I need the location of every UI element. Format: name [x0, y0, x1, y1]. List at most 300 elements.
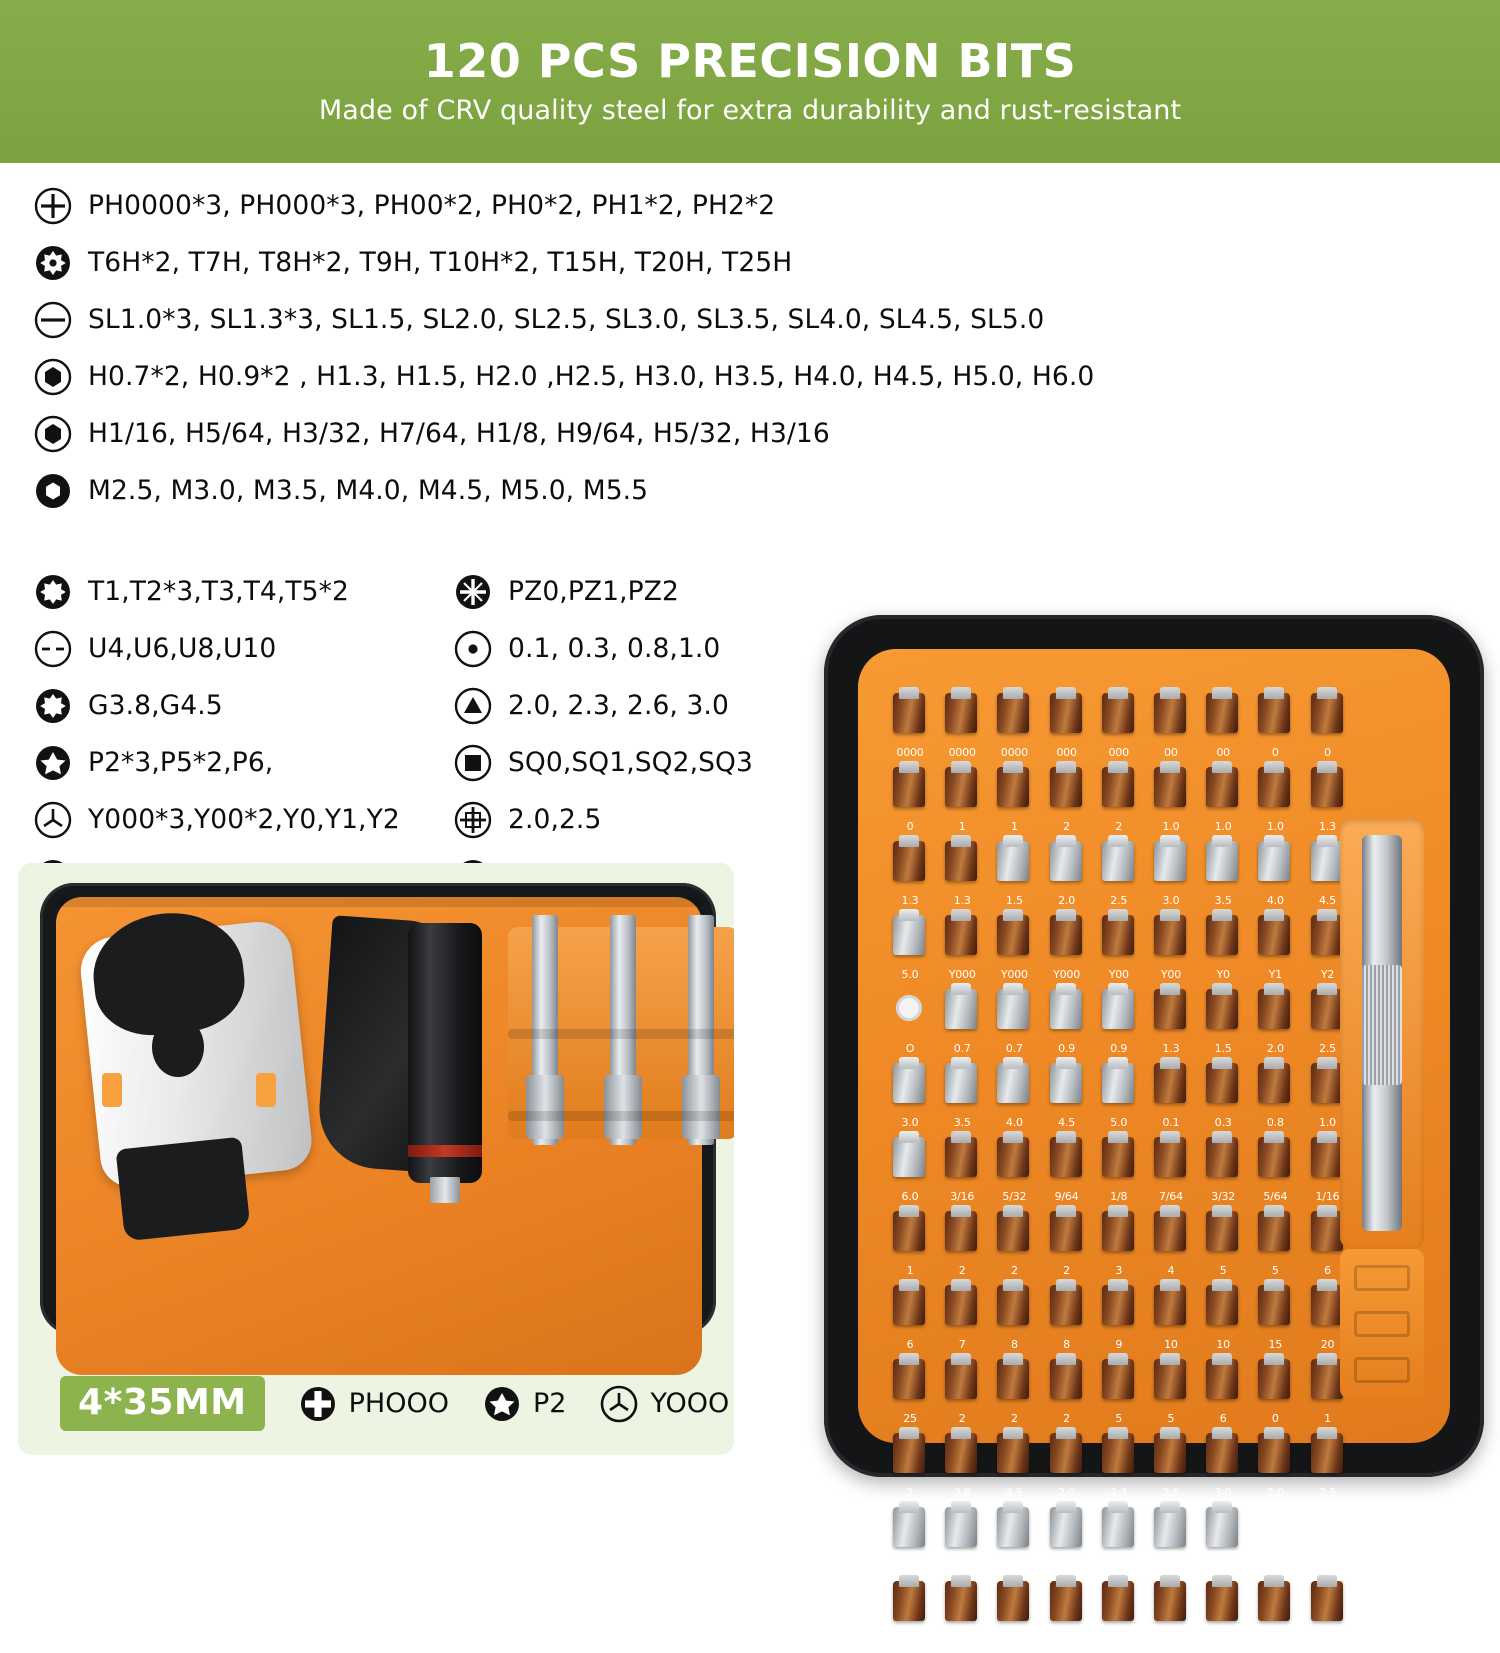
bit-head [1154, 1137, 1186, 1177]
bit-label: 2 [906, 1486, 914, 1499]
bit-head [1154, 1211, 1186, 1251]
bit-cell[interactable] [1197, 987, 1249, 1061]
bit-head [1050, 1063, 1082, 1103]
bit-head [1102, 1433, 1134, 1473]
bit-head [1102, 1211, 1134, 1251]
bit-label: 5 [1219, 1264, 1227, 1277]
bit-label: 0.8 [1266, 1116, 1284, 1129]
bit-label: 25 [903, 1412, 917, 1425]
bit-cell[interactable] [1093, 691, 1145, 765]
bit-cell[interactable] [988, 1209, 1040, 1283]
bit-head [893, 915, 925, 955]
bit-label: 2 [1010, 1412, 1018, 1425]
bit-head [1311, 1063, 1343, 1103]
bit-cell[interactable] [936, 1579, 988, 1653]
page-title: 120 PCS PRECISION BITS [423, 33, 1077, 88]
bit-label: 1 [958, 820, 966, 833]
bit-cell[interactable] [936, 1505, 988, 1579]
bit-head [945, 767, 977, 807]
bit-cell[interactable] [936, 765, 988, 839]
bit-head [1154, 1507, 1186, 1547]
bit-head [997, 693, 1029, 733]
bit-hex [604, 1075, 642, 1139]
bit-cell[interactable] [988, 1283, 1040, 1357]
bit-head [1102, 1507, 1134, 1547]
badge-phillips [299, 1385, 449, 1423]
bit-cell[interactable] [988, 913, 1040, 987]
bit-label: 5.0 [1110, 1116, 1128, 1129]
bit-label: 2 [1115, 820, 1123, 833]
bit-head [1154, 841, 1186, 881]
bit-cell[interactable] [1249, 1431, 1301, 1505]
bit-head [997, 841, 1029, 881]
bit-head [945, 1063, 977, 1103]
bit-label: 2.5 [1110, 894, 1128, 907]
bit-head [893, 1063, 925, 1103]
accessory-slots [1340, 1249, 1424, 1399]
bit-head [945, 915, 977, 955]
bit-label: 9/64 [1054, 1190, 1079, 1203]
bit-label: 2 [1010, 1634, 1018, 1647]
bit-label: 0.9 [1110, 1042, 1128, 1055]
bit-head [1258, 989, 1290, 1029]
bit-head [997, 1359, 1029, 1399]
bit-cell[interactable] [1041, 913, 1093, 987]
bit-cell[interactable] [1093, 1579, 1145, 1653]
bit-label: 2.5 [901, 1560, 919, 1573]
bit-label: 3.0 [1214, 1486, 1232, 1499]
bit-cell[interactable] [1249, 765, 1301, 839]
spec-list [34, 177, 1095, 519]
bit-head [1154, 1581, 1186, 1621]
bit-label: 2 [1063, 1412, 1070, 1425]
bit-cell[interactable] [1249, 987, 1301, 1061]
bit-cell[interactable] [884, 839, 936, 913]
bit-head [1102, 1359, 1134, 1399]
bit-label: 9 [1115, 1338, 1123, 1351]
bit-cell[interactable] [1302, 1579, 1354, 1653]
bit-label: 6 [906, 1338, 914, 1351]
bit-head [1154, 915, 1186, 955]
bit-label: 5 [1271, 1264, 1279, 1277]
bit-cell[interactable] [1041, 1209, 1093, 1283]
bit-head [1154, 1063, 1186, 1103]
extension-bar [1362, 835, 1402, 1231]
spec-row-hex-metric [34, 348, 1095, 405]
bit-head [997, 1433, 1029, 1473]
bit-cell[interactable] [884, 987, 936, 1061]
bit-label: 1.3 [953, 894, 971, 907]
bit-cell[interactable] [1197, 1135, 1249, 1209]
bit-head [1102, 693, 1134, 733]
bit-cell[interactable] [988, 987, 1040, 1061]
bit-head [1050, 1137, 1082, 1177]
dot-icon [454, 630, 492, 668]
bit-label: 2.0 [1058, 1486, 1076, 1499]
bit-label: 2.5 [1319, 1486, 1336, 1499]
bit-label: 1.3 [1319, 820, 1336, 833]
bit-label: 2.0 [1058, 894, 1076, 907]
spec-text: 2.0, 2.3, 2.6, 3.0 [508, 690, 729, 721]
bit-label: 15 [1268, 1338, 1283, 1351]
bit-head [1102, 1063, 1134, 1103]
badge-row [60, 1376, 729, 1431]
bit-cell[interactable] [1197, 1505, 1249, 1579]
bit-head [1050, 915, 1082, 955]
bit-cell[interactable] [1145, 1283, 1197, 1357]
bit-cell[interactable] [884, 1505, 936, 1579]
spec-item-torx [34, 573, 454, 611]
case-tray [56, 897, 702, 1375]
bit-label: 4.5 [1319, 894, 1336, 907]
bit-cell[interactable] [1302, 1431, 1354, 1505]
bit-label: 0 [1324, 746, 1331, 759]
bit-label: 7 [958, 1338, 966, 1351]
bit-cell[interactable] [884, 1579, 936, 1653]
bit-cell[interactable] [1041, 1061, 1093, 1135]
bit-label: Y000 [1053, 968, 1081, 981]
bit-label: 2 [958, 1412, 966, 1425]
bit-cell[interactable] [988, 1357, 1040, 1431]
bit-cell[interactable] [884, 913, 936, 987]
spec-text: PZ0,PZ1,PZ2 [508, 576, 679, 607]
bit-label: 5/64 [1263, 1190, 1288, 1203]
bit-cell[interactable] [1041, 1283, 1093, 1357]
bit-label: U6 [1163, 1634, 1179, 1647]
bit-label: 1.0 [1266, 820, 1284, 833]
bit-label: U4 [1111, 1634, 1127, 1647]
bit-head [893, 693, 925, 733]
tri-wing-icon [34, 801, 72, 839]
bit-head [945, 1581, 977, 1621]
bit-cell[interactable] [884, 1357, 936, 1431]
bit-cell[interactable] [1197, 765, 1249, 839]
bit-cell[interactable] [884, 691, 936, 765]
bit-cell[interactable] [988, 1505, 1040, 1579]
bit-head [945, 989, 977, 1029]
bit-cell[interactable] [1093, 839, 1145, 913]
bit-head [1154, 1359, 1186, 1399]
bit-cell[interactable] [1145, 1505, 1197, 1579]
bit-cell[interactable] [1041, 1357, 1093, 1431]
bit-cell[interactable] [1302, 691, 1354, 765]
badge-label: P2 [532, 1388, 567, 1419]
bit-cell[interactable] [1145, 691, 1197, 765]
tri-wing-icon [600, 1385, 638, 1423]
bit-cell[interactable] [1041, 839, 1093, 913]
bit-head [945, 693, 977, 733]
bit-head [1258, 1211, 1290, 1251]
bit-cell[interactable] [1093, 913, 1145, 987]
bit-cell[interactable] [988, 1061, 1040, 1135]
bit-cell[interactable] [1249, 913, 1301, 987]
bit-cell[interactable] [1093, 1135, 1145, 1209]
bit-cell[interactable] [936, 987, 988, 1061]
spec-row-phillips [34, 177, 834, 234]
bit-label: 2 [958, 1264, 966, 1277]
bit-head [893, 841, 925, 881]
bit-label: 4.0 [1266, 894, 1284, 907]
bit-label: 2 [1063, 820, 1070, 833]
bit-label: 00 [1164, 746, 1178, 759]
spec-text: T6H*2, T7H, T8H*2, T9H, T10H*2, T15H, T20H, T25H [88, 247, 793, 278]
bit-head [945, 841, 977, 881]
gamma-star-icon [34, 687, 72, 725]
bit-label: 1/16 [1315, 1190, 1340, 1203]
bit-label: 0 [1271, 746, 1279, 759]
bit-cell[interactable] [1249, 1283, 1301, 1357]
bit-label: 0 [906, 820, 914, 833]
bit-cell[interactable] [1145, 1135, 1197, 1209]
bit-cell[interactable] [1249, 839, 1301, 913]
spec-row-torx-security [34, 234, 834, 291]
bit-cell[interactable] [1093, 1357, 1145, 1431]
bit-cell[interactable] [1197, 839, 1249, 913]
spec-text: 0.1, 0.3, 0.8,1.0 [508, 633, 721, 664]
bit-head [997, 915, 1029, 955]
driver-band [408, 1145, 482, 1157]
bit-cell[interactable] [1041, 1505, 1093, 1579]
bit-cell[interactable] [988, 1579, 1040, 1653]
bit-cell[interactable] [936, 1061, 988, 1135]
bit-label: 0.7 [953, 1042, 971, 1055]
bit-label: 1 [1324, 1412, 1331, 1425]
bit-label: Y000 [948, 968, 976, 981]
bit-label: Y1 [1268, 968, 1282, 981]
bit-label: O [905, 1042, 915, 1055]
bit-cell[interactable] [1197, 1209, 1249, 1283]
bit-label: 5/32 [1002, 1190, 1027, 1203]
bit-head [1206, 1581, 1238, 1621]
bit-label: 2 [1063, 1264, 1070, 1277]
spec-text: SQ0,SQ1,SQ2,SQ3 [508, 747, 753, 778]
bit-cell[interactable] [1197, 691, 1249, 765]
bit-head [1311, 1433, 1343, 1473]
bit-cell[interactable] [1041, 987, 1093, 1061]
bit-cell[interactable] [988, 839, 1040, 913]
bit-cell[interactable] [1093, 1209, 1145, 1283]
bit-cell[interactable] [1249, 691, 1301, 765]
bit-cell[interactable] [1093, 1505, 1145, 1579]
bit-cell[interactable] [988, 691, 1040, 765]
spec-text: 2.0,2.5 [508, 804, 602, 835]
bit-label: 3.0 [901, 1116, 919, 1129]
socket-icon [34, 472, 72, 510]
bit-head [1311, 989, 1343, 1029]
bit-cell[interactable] [936, 1135, 988, 1209]
bit-label: 0.3 [1214, 1116, 1232, 1129]
bit-head [1206, 767, 1238, 807]
bit-cell[interactable] [1041, 1579, 1093, 1653]
bit-head [1258, 1063, 1290, 1103]
bit-cell[interactable] [1145, 1209, 1197, 1283]
bit-cell[interactable] [1093, 987, 1145, 1061]
bit-label: 4.5 [1058, 1116, 1076, 1129]
bit-label: 4.5 [1005, 1486, 1023, 1499]
bit-head [997, 1211, 1029, 1251]
pozidriv-icon [454, 573, 492, 611]
bit-cell[interactable] [1041, 1431, 1093, 1505]
bit-cell[interactable] [936, 1209, 988, 1283]
bit-cell[interactable] [1041, 691, 1093, 765]
bit-cell[interactable] [1145, 765, 1197, 839]
bit-cell[interactable] [1145, 1061, 1197, 1135]
bit-label: 1.0 [1162, 820, 1180, 833]
spec-row-torx-pozidriv [34, 563, 1034, 620]
bit-cell[interactable] [936, 1357, 988, 1431]
bit-label: 20 [1320, 1338, 1335, 1351]
bit-head [1050, 693, 1082, 733]
bit-label: 1.5 [1214, 1042, 1232, 1055]
bit-cell[interactable] [1145, 1579, 1197, 1653]
spec-text: H0.7*2, H0.9*2 , H1.3, H1.5, H2.0 ,H2.5, H3.0, H3.5, H4.0, H4.5, H5.0, H6.0 [88, 361, 1095, 392]
bit-cell[interactable] [884, 1061, 936, 1135]
bit-label: 10 [1216, 1338, 1230, 1351]
badge-triwing [600, 1385, 729, 1423]
accessory-slot [1354, 1311, 1410, 1337]
case-photo-left [18, 863, 734, 1455]
bit-cell[interactable] [1093, 1061, 1145, 1135]
spec-text: U4,U6,U8,U10 [88, 633, 277, 664]
bit-cell[interactable] [884, 765, 936, 839]
bit-head [1258, 1359, 1290, 1399]
bit-label: 3.5 [1005, 1560, 1023, 1573]
bit-label: 2.3 [1110, 1486, 1128, 1499]
bit-cell[interactable] [988, 1135, 1040, 1209]
bit-cell[interactable] [1197, 1357, 1249, 1431]
bit-head [1050, 1507, 1082, 1547]
bit-head [997, 1137, 1029, 1177]
product-case-photo [824, 615, 1484, 1647]
bit-head [1311, 841, 1343, 881]
bit-head [1311, 693, 1343, 733]
bit-cell[interactable] [988, 1431, 1040, 1505]
bit-cell[interactable] [1197, 1283, 1249, 1357]
bit-label: 7/64 [1158, 1190, 1183, 1203]
bit-label: 000 [1108, 746, 1129, 759]
badge-label: YOOO [650, 1388, 730, 1419]
phillips-icon [34, 187, 72, 225]
bit-head [1258, 693, 1290, 733]
bit-label: 1 [958, 1634, 966, 1647]
bit-cell[interactable] [1249, 1357, 1301, 1431]
bit-cell[interactable] [1302, 1505, 1354, 1579]
bit-cell[interactable] [1145, 913, 1197, 987]
bit-label: 2.0 [1266, 1042, 1284, 1055]
spec-text: P2*3,P5*2,P6, [88, 747, 274, 778]
bit-cell[interactable] [1145, 1431, 1197, 1505]
spec-text: H1/16, H5/64, H3/32, H7/64, H1/8, H9/64, H5/32, H3/16 [88, 418, 830, 449]
extension-knurl [1362, 965, 1402, 1085]
bit-head [945, 1211, 977, 1251]
bit-head [1258, 767, 1290, 807]
bit-cell[interactable] [1041, 765, 1093, 839]
spec-text: G3.8,G4.5 [88, 690, 223, 721]
accessory-slot [1354, 1265, 1410, 1291]
bit-cell[interactable] [1249, 1209, 1301, 1283]
tray-ridge [508, 1111, 734, 1121]
bit-cell[interactable] [988, 765, 1040, 839]
bit-head [1050, 767, 1082, 807]
bit-label: 5.0 [1162, 1560, 1180, 1573]
triangle-icon [454, 687, 492, 725]
bit-label: 5.5 [1214, 1560, 1232, 1573]
bit-label: 00 [1216, 746, 1230, 759]
spec-text: PH0000*3, PH000*3, PH00*2, PH0*2, PH1*2, PH2*2 [88, 190, 776, 221]
bit-head [1102, 1285, 1134, 1325]
bit-label: 8 [1063, 1338, 1070, 1351]
bit-cell[interactable] [1249, 1135, 1301, 1209]
bit-cell[interactable] [884, 1431, 936, 1505]
bit-cell[interactable] [884, 1283, 936, 1357]
bit-cell[interactable] [1145, 839, 1197, 913]
bit-head [1206, 1211, 1238, 1251]
bit-cell[interactable] [1093, 1431, 1145, 1505]
bit-head [1154, 1433, 1186, 1473]
bit-cell[interactable] [936, 1431, 988, 1505]
cross-plus-icon [454, 801, 492, 839]
bit-head [1154, 1285, 1186, 1325]
bit-head [997, 1285, 1029, 1325]
bit-label: 2 [1324, 1634, 1331, 1647]
bit-head [1206, 1359, 1238, 1399]
bit-cell[interactable] [936, 1283, 988, 1357]
bit-head [893, 1359, 925, 1399]
bit-cell[interactable] [1197, 1431, 1249, 1505]
bit-head [997, 1063, 1029, 1103]
spec-item-pentalobe [34, 744, 454, 782]
bit-head [1050, 989, 1082, 1029]
bit-cell[interactable] [1093, 765, 1145, 839]
bit-cell[interactable] [884, 1209, 936, 1283]
spec-row-hex-imperial [34, 405, 834, 462]
bit-cell[interactable] [1093, 1283, 1145, 1357]
bit-head [1311, 1211, 1343, 1251]
bit-cell[interactable] [1041, 1135, 1093, 1209]
bit-label: 1/8 [1110, 1190, 1128, 1203]
bit-cell[interactable] [936, 839, 988, 913]
bit-cell[interactable] [936, 691, 988, 765]
product-case-shell [824, 615, 1484, 1647]
bit-head [893, 1211, 925, 1251]
bit-label: 1.0 [1214, 820, 1232, 833]
bit-cell[interactable] [1249, 1579, 1301, 1653]
bit-label: 0000 [948, 746, 976, 759]
bit-cell[interactable] [936, 913, 988, 987]
driver-tip [430, 1177, 460, 1203]
bit-cell[interactable] [1145, 987, 1197, 1061]
bit-head [945, 1359, 977, 1399]
bit-label: 3/32 [1211, 1190, 1236, 1203]
bit-head [1206, 1285, 1238, 1325]
bit-cell[interactable] [1145, 1357, 1197, 1431]
bit-cell[interactable] [884, 1135, 936, 1209]
bit-cell[interactable] [1197, 1579, 1249, 1653]
bit-label: 4.5 [1110, 1560, 1128, 1573]
bit-label: 5 [1115, 1412, 1123, 1425]
bit-cell[interactable] [1197, 913, 1249, 987]
spec-text: Y000*3,Y00*2,Y0,Y1,Y2 [88, 804, 400, 835]
bit-head [1258, 1137, 1290, 1177]
bit-cell[interactable] [1197, 1061, 1249, 1135]
bit-head [1050, 1581, 1082, 1621]
spec-text: SL1.0*3, SL1.3*3, SL1.5, SL2.0, SL2.5, SL3.0, SL3.5, SL4.0, SL4.5, SL5.0 [88, 304, 1045, 335]
bit-head [1311, 1359, 1343, 1399]
bit-label: 0000 [1000, 746, 1028, 759]
bit-cell[interactable] [1249, 1505, 1301, 1579]
bit-cell[interactable] [1249, 1061, 1301, 1135]
bit-label: 3.5 [1214, 894, 1232, 907]
